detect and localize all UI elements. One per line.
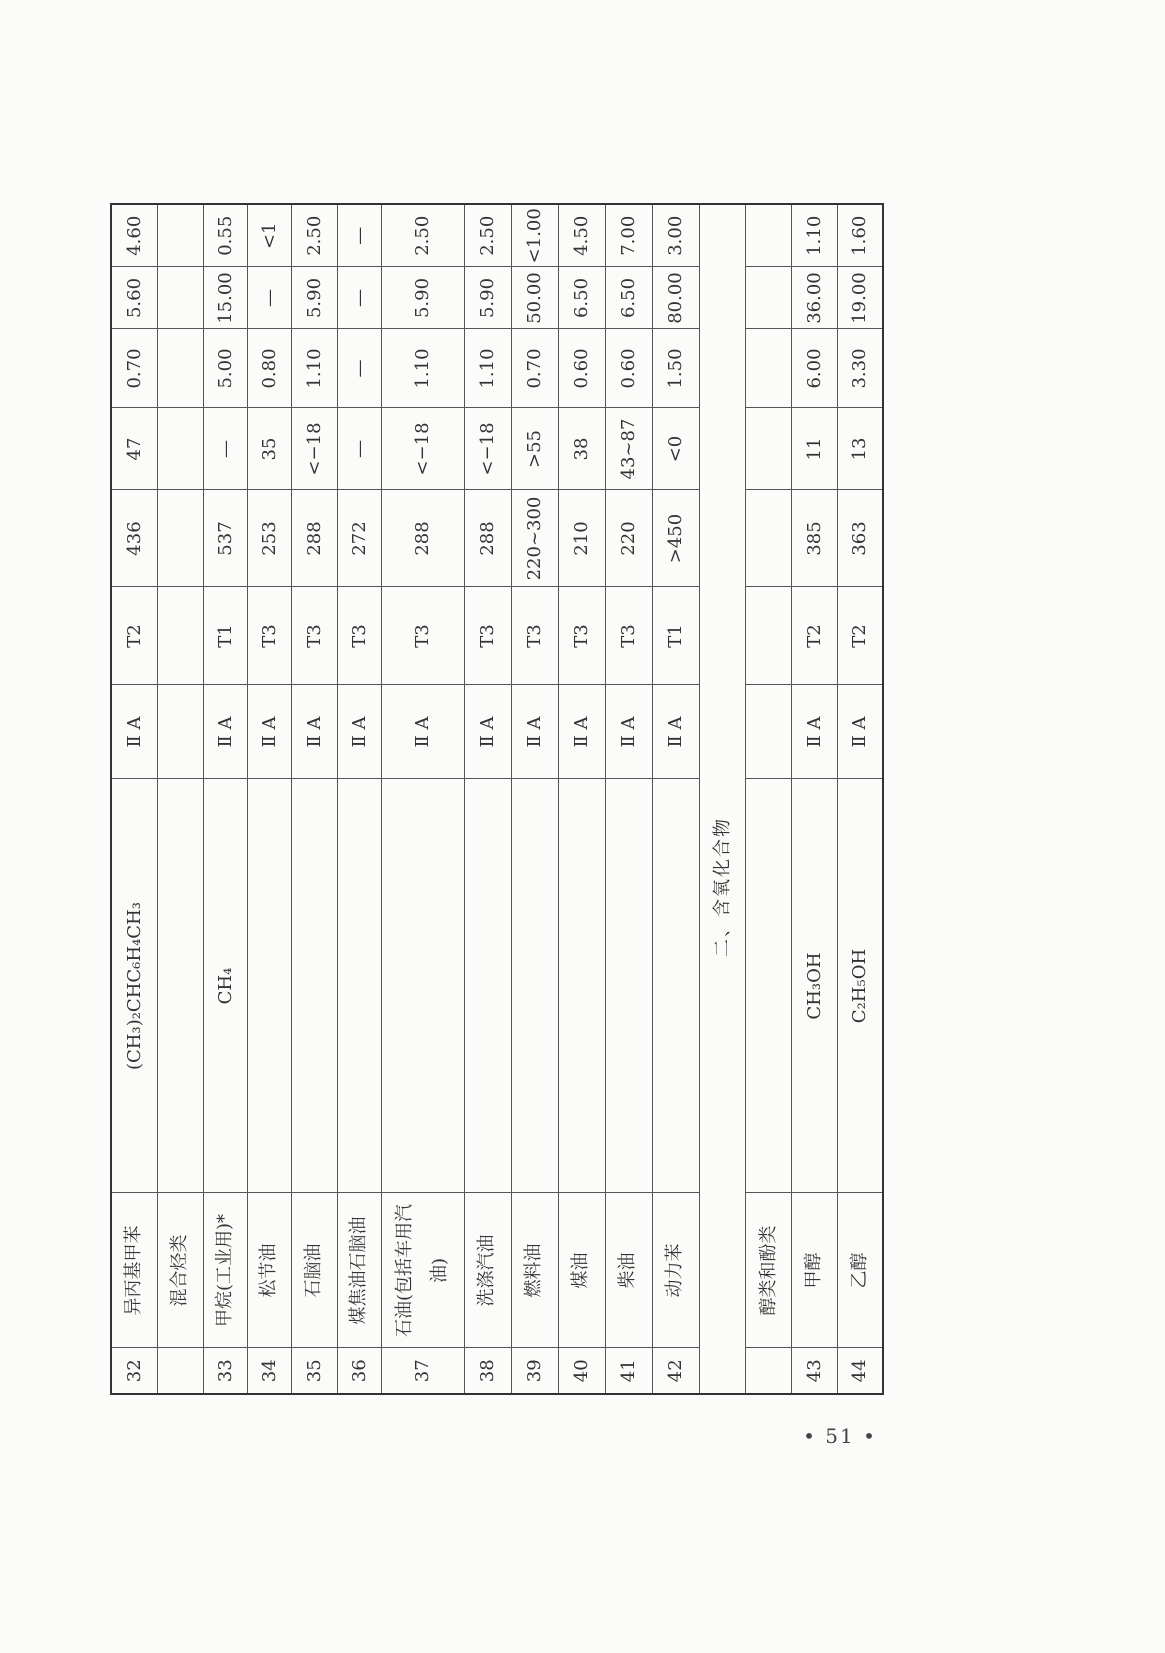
ignition-temperature: 288: [291, 490, 337, 587]
flash-point: —: [203, 408, 247, 490]
gas-group: Ⅱ A: [558, 685, 605, 779]
chemical-formula: [652, 779, 699, 1193]
vapor-density: 4.50: [558, 204, 605, 267]
temperature-class: [157, 587, 203, 685]
chemical-formula: (CH₃)₂CHC₆H₄CH₃: [111, 779, 157, 1193]
gas-group: Ⅱ A: [337, 685, 381, 779]
ignition-temperature: 436: [111, 490, 157, 587]
gas-group: Ⅱ A: [791, 685, 837, 779]
gas-group: Ⅱ A: [837, 685, 883, 779]
substance-name: 动力苯: [652, 1193, 699, 1348]
upper-explosive-limit: —: [337, 267, 381, 329]
substance-name: 柴油: [605, 1193, 652, 1348]
chemical-formula: [247, 779, 291, 1193]
lower-explosive-limit: 6.00: [791, 329, 837, 408]
lower-explosive-limit: 3.30: [837, 329, 883, 408]
flash-point: [157, 408, 203, 490]
substance-name: 石油(包括车用汽油): [381, 1193, 464, 1348]
gas-group: Ⅱ A: [291, 685, 337, 779]
flash-point: <−18: [381, 408, 464, 490]
row-id: 44: [837, 1348, 883, 1394]
chemical-formula: [464, 779, 511, 1193]
substance-name: 煤油: [558, 1193, 605, 1348]
temperature-class: T1: [652, 587, 699, 685]
upper-explosive-limit: 36.00: [791, 267, 837, 329]
temperature-class: T3: [511, 587, 558, 685]
temperature-class: T3: [464, 587, 511, 685]
ignition-temperature: >450: [652, 490, 699, 587]
vapor-density: <1.00: [511, 204, 558, 267]
row-id: [157, 1348, 203, 1394]
chemical-formula: [511, 779, 558, 1193]
upper-explosive-limit: 50.00: [511, 267, 558, 329]
chemical-formula: CH₃OH: [791, 779, 837, 1193]
upper-explosive-limit: 80.00: [652, 267, 699, 329]
lower-explosive-limit: 0.70: [511, 329, 558, 408]
upper-explosive-limit: 6.50: [605, 267, 652, 329]
gas-group: Ⅱ A: [652, 685, 699, 779]
ignition-temperature: 537: [203, 490, 247, 587]
chemical-formula: [605, 779, 652, 1193]
lower-explosive-limit: 1.10: [464, 329, 511, 408]
gas-group: Ⅱ A: [247, 685, 291, 779]
temperature-class: T1: [203, 587, 247, 685]
flash-point: 11: [791, 408, 837, 490]
table-row: [291, 204, 337, 1394]
lower-explosive-limit: 5.00: [203, 329, 247, 408]
gas-group: Ⅱ A: [203, 685, 247, 779]
vapor-density: 4.60: [111, 204, 157, 267]
upper-explosive-limit: 5.60: [111, 267, 157, 329]
vapor-density: 3.00: [652, 204, 699, 267]
page-number: • 51 •: [803, 1424, 877, 1448]
temperature-class: T2: [837, 587, 883, 685]
vapor-density: 2.50: [291, 204, 337, 267]
table-row: [511, 204, 558, 1394]
lower-explosive-limit: —: [337, 329, 381, 408]
ignition-temperature: 385: [791, 490, 837, 587]
row-id: 38: [464, 1348, 511, 1394]
row-id: 32: [111, 1348, 157, 1394]
table-row: [247, 204, 291, 1394]
row-id: 39: [511, 1348, 558, 1394]
chemical-formula: CH₄: [203, 779, 247, 1193]
vapor-density: 1.60: [837, 204, 883, 267]
vapor-density: —: [337, 204, 381, 267]
ignition-temperature: 220: [605, 490, 652, 587]
table-row: [337, 204, 381, 1394]
row-id: 42: [652, 1348, 699, 1394]
upper-explosive-limit: 6.50: [558, 267, 605, 329]
vapor-density: <1: [247, 204, 291, 267]
substance-name: 松节油: [247, 1193, 291, 1348]
lower-explosive-limit: [157, 329, 203, 408]
vapor-density: 7.00: [605, 204, 652, 267]
substance-name: 石脑油: [291, 1193, 337, 1348]
temperature-class: T3: [381, 587, 464, 685]
row-id: 40: [558, 1348, 605, 1394]
table-row: [652, 204, 699, 1394]
row-id: 34: [247, 1348, 291, 1394]
row-id: 33: [203, 1348, 247, 1394]
lower-explosive-limit: 0.80: [247, 329, 291, 408]
row-id: 41: [605, 1348, 652, 1394]
substance-name: 异丙基甲苯: [111, 1193, 157, 1348]
upper-explosive-limit: 5.90: [291, 267, 337, 329]
table-row: [791, 204, 837, 1394]
ignition-temperature: 288: [381, 490, 464, 587]
substance-name: 甲醇: [791, 1193, 837, 1348]
flash-point: 38: [558, 408, 605, 490]
table-row: [605, 204, 652, 1394]
section-title: 二、含氧化合物: [699, 204, 745, 1193]
substance-name: 混合烃类: [157, 1193, 203, 1348]
gas-classification-table: [110, 203, 884, 1395]
row-id: 35: [291, 1348, 337, 1394]
upper-explosive-limit: 19.00: [837, 267, 883, 329]
ignition-temperature: 272: [337, 490, 381, 587]
lower-explosive-limit: 0.60: [605, 329, 652, 408]
flash-point: 35: [247, 408, 291, 490]
subheading: 醇类和酚类: [745, 1193, 791, 1348]
gas-group: Ⅱ A: [381, 685, 464, 779]
table-row: [381, 204, 464, 1394]
upper-explosive-limit: 5.90: [464, 267, 511, 329]
gas-group: Ⅱ A: [605, 685, 652, 779]
subheading-row: [745, 204, 791, 1394]
upper-explosive-limit: 5.90: [381, 267, 464, 329]
ignition-temperature: [157, 490, 203, 587]
lower-explosive-limit: 1.50: [652, 329, 699, 408]
substance-name: 乙醇: [837, 1193, 883, 1348]
chemical-formula: [558, 779, 605, 1193]
vapor-density: 1.10: [791, 204, 837, 267]
upper-explosive-limit: [157, 267, 203, 329]
gas-group: Ⅱ A: [511, 685, 558, 779]
temperature-class: T3: [558, 587, 605, 685]
table-row: [837, 204, 883, 1394]
ignition-temperature: 210: [558, 490, 605, 587]
upper-explosive-limit: 15.00: [203, 267, 247, 329]
table-row: [111, 204, 157, 1394]
flash-point: <0: [652, 408, 699, 490]
table-row: [157, 204, 203, 1394]
vapor-density: 0.55: [203, 204, 247, 267]
substance-name: 燃料油: [511, 1193, 558, 1348]
chemical-formula: [291, 779, 337, 1193]
temperature-class: T2: [791, 587, 837, 685]
temperature-class: T2: [111, 587, 157, 685]
ignition-temperature: 288: [464, 490, 511, 587]
lower-explosive-limit: 0.60: [558, 329, 605, 408]
gas-group: Ⅱ A: [111, 685, 157, 779]
row-id: 43: [791, 1348, 837, 1394]
ignition-temperature: 253: [247, 490, 291, 587]
table-row: [558, 204, 605, 1394]
rotated-table-container: [110, 205, 882, 1395]
ignition-temperature: 220~300: [511, 490, 558, 587]
gas-group: [157, 685, 203, 779]
chemical-formula: [157, 779, 203, 1193]
flash-point: <−18: [291, 408, 337, 490]
row-id: 37: [381, 1348, 464, 1394]
substance-name: 洗涤汽油: [464, 1193, 511, 1348]
table-row: [464, 204, 511, 1394]
gas-group: Ⅱ A: [464, 685, 511, 779]
flash-point: 13: [837, 408, 883, 490]
table-body: [111, 204, 883, 1394]
substance-name: 煤焦油石脑油: [337, 1193, 381, 1348]
temperature-class: T3: [605, 587, 652, 685]
upper-explosive-limit: —: [247, 267, 291, 329]
flash-point: <−18: [464, 408, 511, 490]
lower-explosive-limit: 0.70: [111, 329, 157, 408]
table-row: [203, 204, 247, 1394]
lower-explosive-limit: 1.10: [291, 329, 337, 408]
temperature-class: T3: [247, 587, 291, 685]
vapor-density: [157, 204, 203, 267]
row-id: 36: [337, 1348, 381, 1394]
flash-point: 47: [111, 408, 157, 490]
chemical-formula: [381, 779, 464, 1193]
flash-point: >55: [511, 408, 558, 490]
temperature-class: T3: [291, 587, 337, 685]
temperature-class: T3: [337, 587, 381, 685]
chemical-formula: C₂H₅OH: [837, 779, 883, 1193]
substance-name: 甲烷(工业用)*: [203, 1193, 247, 1348]
vapor-density: 2.50: [464, 204, 511, 267]
lower-explosive-limit: 1.10: [381, 329, 464, 408]
flash-point: —: [337, 408, 381, 490]
vapor-density: 2.50: [381, 204, 464, 267]
ignition-temperature: 363: [837, 490, 883, 587]
flash-point: 43~87: [605, 408, 652, 490]
section-row: [699, 204, 745, 1394]
chemical-formula: [337, 779, 381, 1193]
